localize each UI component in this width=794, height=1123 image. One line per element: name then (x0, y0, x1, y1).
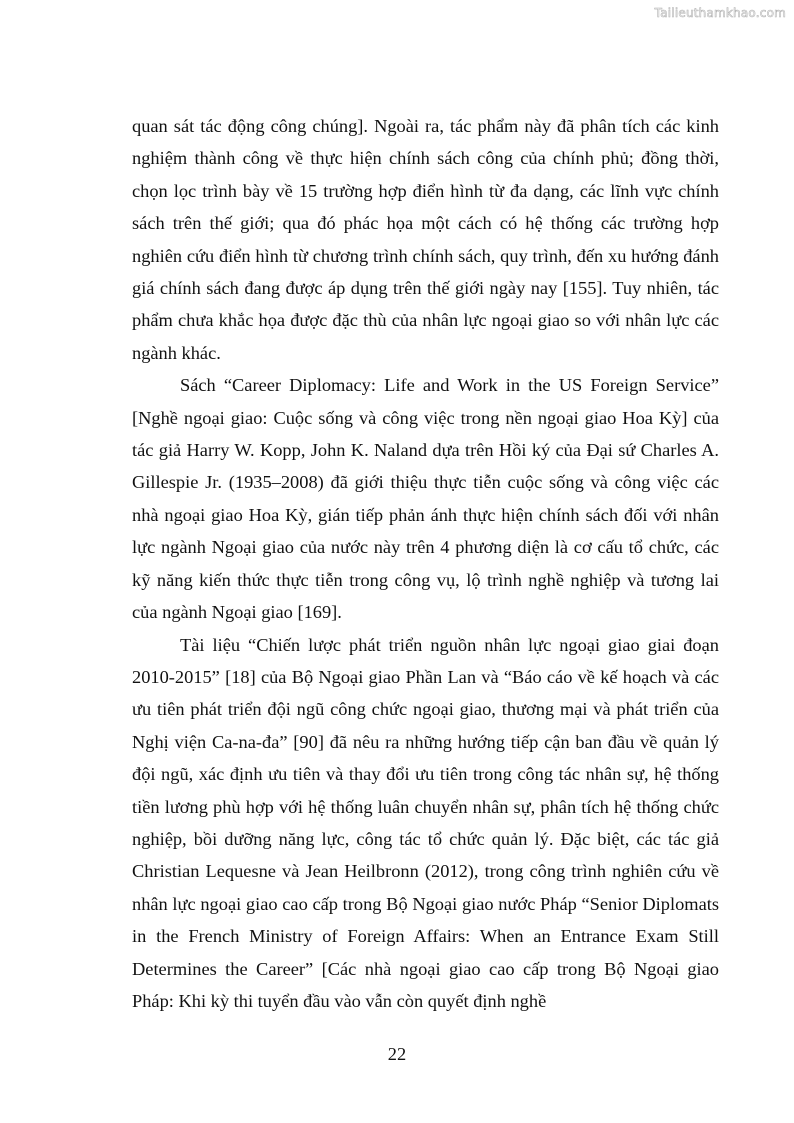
paragraph-continuation: quan sát tác động công chúng]. Ngoài ra, tác phẩm này đã phân tích các kinh nghiệm thành công về thực hiện chính sách công của chính phủ; đồng thời, chọn lọc trình bày về 15 trường hợp điển hình từ đa dạng, các lĩnh vực chính sách trên thế giới; qua đó phác họa một cách có hệ thống các trường hợp nghiên cứu điển hình từ chương trình chính sách, quy trình, đến xu hướng đánh giá chính sách đang được áp dụng trên thế giới ngày nay [155]. Tuy nhiên, tác phẩm chưa khắc họa được đặc thù của nhân lực ngoại giao so với nhân lực các ngành khác. (132, 116, 719, 363)
page-number: 22 (387, 1044, 407, 1064)
page-body (132, 110, 719, 1017)
paragraph-career-diplomacy: Sách “Career Diplomacy: Life and Work in the US Foreign Service” [Nghề ngoại giao: Cuộc sống và công việc trong nền ngoại giao Hoa Kỳ] của tác giả Harry W. Kopp, John K. Naland dựa trên Hồi ký của Đại sứ Charles A. Gillespie Jr. (1935–2008) đã giới thiệu thực tiễn cuộc sống và công việc các nhà ngoại giao Hoa Kỳ, gián tiếp phản ánh thực hiện chính sách đối với nhân lực ngành Ngoại giao của nước này trên 4 phương diện là cơ cấu tổ chức, các kỹ năng kiến thức thực tiễn trong công vụ, lộ trình nghề nghiệp và tương lai của ngành Ngoại giao [169]. (132, 375, 719, 623)
paragraph-strategy-documents: Tài liệu “Chiến lược phát triển nguồn nhân lực ngoại giao giai đoạn 2010-2015” [18] của Bộ Ngoại giao Phần Lan và “Báo cáo về kế hoạch và các ưu tiên phát triển đội ngũ công chức ngoại giao, thương mại và phát triển của Nghị viện Ca-na-đa” [90] đã nêu ra những hướng tiếp cận ban đầu về quản lý đội ngũ, xác định ưu tiên và thay đổi ưu tiên trong công tác nhân sự, hệ thống tiền lương phù hợp với hệ thống luân chuyển nhân sự, phân tích hệ thống chức nghiệp, bồi dưỡng năng lực, công tác tổ chức quản lý. Đặc biệt, các tác giả Christian Lequesne và Jean Heilbronn (2012), trong công trình nghiên cứu về nhân lực ngoại giao cao cấp trong Bộ Ngoại giao nước Pháp “Senior Diplomats in the French Ministry of Foreign Affairs: When an Entrance Exam Still Determines the Career” [Các nhà ngoại giao cao cấp trong Bộ Ngoại giao Pháp: Khi kỳ thi tuyển đầu vào vẫn còn quyết định nghề (132, 634, 719, 1011)
watermark: Tailieuthamkhao.com (654, 6, 786, 20)
